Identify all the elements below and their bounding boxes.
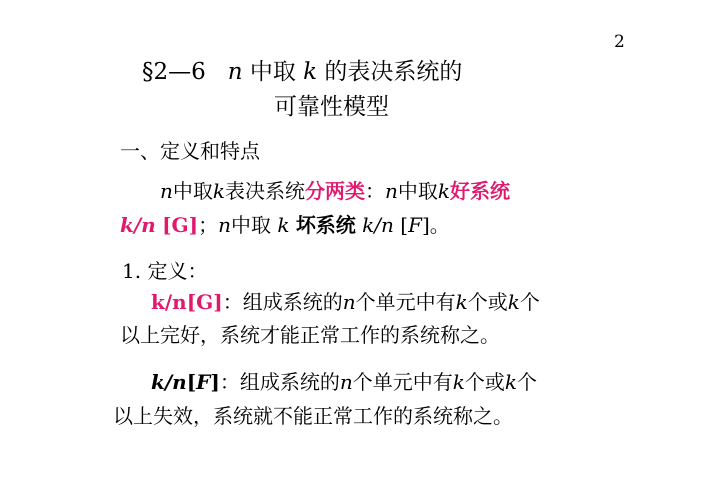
section-mark: §2—6 [142,59,206,85]
f-open: [ [400,213,409,237]
definition-g-label: k/n[G] [151,290,223,314]
highlight-good-system: 好系统 [450,179,511,203]
text-segment: ：组成系统的 [219,370,340,394]
section-heading: 一、定义和特点 [120,139,260,163]
text-k: k [504,370,517,394]
text-segment: ； [198,213,219,237]
page-number: 2 [614,32,625,52]
definition-g-line-2: 以上完好，系统才能正常工作的系统称之。 [120,323,500,347]
text-segment: 个或 [464,370,505,394]
definition-f-line-2: 以上失效，系统就不能正常工作的系统称之。 [113,404,513,428]
definition-f-open: [ [186,370,197,394]
text-segment: 中取 [172,179,213,203]
paragraph-line-2 [120,213,450,237]
definition-f-kn: k/n [151,370,187,394]
definition-f-close: ] [210,370,220,394]
paragraph-line-1 [160,179,510,203]
title-k: k [303,59,318,85]
kn-f-label: k/n [362,213,394,237]
bad-system-text: 坏系统 [295,213,356,237]
text-n: n [385,179,398,203]
text-k: k [437,179,451,203]
text-segment: 个 [519,290,540,314]
text-n: n [342,290,356,314]
text-segment: 个单元中有 [352,370,453,394]
text-n: n [218,213,231,237]
text-segment: 中取 [397,179,438,203]
text-n: n [160,179,173,203]
g-bracket: [G] [162,213,199,237]
definition-f-letter: F [196,370,211,394]
text-k: k [507,290,520,314]
text-segment: 中取 [230,213,271,237]
f-letter: F [408,213,422,237]
title-n: n [227,59,243,85]
text-k: k [455,290,468,314]
slide-title-line-1 [142,58,462,86]
text-k: k [277,213,290,237]
definition-g-line-1 [151,290,540,314]
definition-f-line-1 [151,370,537,394]
title-middle: 中取 [249,59,296,85]
kn-g-label: k/n [120,213,156,237]
title-rest: 的表决系统的 [324,59,463,85]
text-segment: 个单元中有 [355,290,456,314]
text-k: k [452,370,465,394]
text-k: k [212,179,226,203]
text-segment: 个或 [467,290,508,314]
f-close: ]。 [421,213,450,237]
text-segment: 个 [516,370,537,394]
text-segment: 表决系统 [225,179,306,203]
slide-title-line-2: 可靠性模型 [274,94,389,120]
text-segment: ： [365,179,386,203]
definition-heading: 1. 定义： [122,259,208,283]
text-segment: ：组成系统的 [222,290,343,314]
text-n: n [339,370,353,394]
highlight-two-types: 分两类 [305,179,366,203]
